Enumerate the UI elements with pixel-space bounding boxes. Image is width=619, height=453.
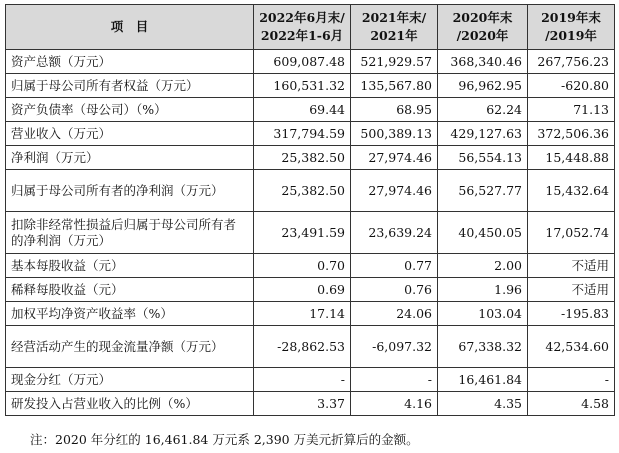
row-value: 2.00 [438, 254, 528, 278]
row-value: 56,527.77 [438, 170, 528, 212]
row-value: -195.83 [528, 302, 615, 326]
row-label: 研发投入占营业收入的比例（%） [6, 392, 254, 416]
row-label: 稀释每股收益（元） [6, 278, 254, 302]
row-label: 基本每股收益（元） [6, 254, 254, 278]
row-value: 135,567.80 [351, 74, 438, 98]
row-value: 25,382.50 [254, 146, 351, 170]
table-row [6, 368, 615, 392]
row-value: 4.35 [438, 392, 528, 416]
table-row [6, 254, 615, 278]
row-value: 17,052.74 [528, 212, 615, 254]
financial-data-table [5, 4, 615, 416]
table-row [6, 98, 615, 122]
row-label: 归属于母公司所有者权益（万元） [6, 74, 254, 98]
row-value: 372,506.36 [528, 122, 615, 146]
table-row [6, 50, 615, 74]
row-label: 资产总额（万元） [6, 50, 254, 74]
table-row [6, 74, 615, 98]
row-value: 0.69 [254, 278, 351, 302]
row-value: 160,531.32 [254, 74, 351, 98]
row-value: 368,340.46 [438, 50, 528, 74]
table-row [6, 170, 615, 212]
row-value: 16,461.84 [438, 368, 528, 392]
row-value: 429,127.63 [438, 122, 528, 146]
row-value: 23,491.59 [254, 212, 351, 254]
row-value: 27,974.46 [351, 146, 438, 170]
row-value: 15,448.88 [528, 146, 615, 170]
header-item: 项 目 [6, 5, 254, 50]
table-row [6, 122, 615, 146]
row-value: 4.58 [528, 392, 615, 416]
row-value: 不适用 [528, 278, 615, 302]
row-value: 4.16 [351, 392, 438, 416]
row-value: -620.80 [528, 74, 615, 98]
table-row [6, 392, 615, 416]
row-label: 营业收入（万元） [6, 122, 254, 146]
row-value: 23,639.24 [351, 212, 438, 254]
row-value: 62.24 [438, 98, 528, 122]
row-value: 0.77 [351, 254, 438, 278]
row-value: 500,389.13 [351, 122, 438, 146]
row-value: 68.95 [351, 98, 438, 122]
row-value: 25,382.50 [254, 170, 351, 212]
row-value: - [351, 368, 438, 392]
header-2022h1: 2022年6月末/ 2022年1-6月 [254, 5, 351, 50]
row-value: 24.06 [351, 302, 438, 326]
row-value: 不适用 [528, 254, 615, 278]
row-label: 净利润（万元） [6, 146, 254, 170]
footnote: 注：2020 年分红的 16,461.84 万元系 2,390 万美元折算后的金额。 [30, 432, 419, 447]
table-header-row [6, 5, 615, 50]
row-value: 69.44 [254, 98, 351, 122]
header-2021: 2021年末/ 2021年 [351, 5, 438, 50]
row-value: - [528, 368, 615, 392]
table-row [6, 146, 615, 170]
table-row [6, 278, 615, 302]
row-value: 96,962.95 [438, 74, 528, 98]
header-2019: 2019年末 /2019年 [528, 5, 615, 50]
row-label: 经营活动产生的现金流量净额（万元） [6, 326, 254, 368]
table-row [6, 302, 615, 326]
row-value: 521,929.57 [351, 50, 438, 74]
row-value: 67,338.32 [438, 326, 528, 368]
row-label: 加权平均净资产收益率（%） [6, 302, 254, 326]
row-value: 103.04 [438, 302, 528, 326]
row-value: 609,087.48 [254, 50, 351, 74]
row-label: 现金分红（万元） [6, 368, 254, 392]
row-value: 0.76 [351, 278, 438, 302]
row-value: - [254, 368, 351, 392]
row-value: 1.96 [438, 278, 528, 302]
row-value: 317,794.59 [254, 122, 351, 146]
row-value: 0.70 [254, 254, 351, 278]
row-value: 42,534.60 [528, 326, 615, 368]
row-value: 17.14 [254, 302, 351, 326]
header-2020: 2020年末 /2020年 [438, 5, 528, 50]
row-label: 归属于母公司所有者的净利润（万元） [6, 170, 254, 212]
row-value: 71.13 [528, 98, 615, 122]
table-row [6, 326, 615, 368]
table-row [6, 212, 615, 254]
row-value: -28,862.53 [254, 326, 351, 368]
row-label: 扣除非经常性损益后归属于母公司所有者的净利润（万元） [6, 212, 254, 254]
row-value: 40,450.05 [438, 212, 528, 254]
row-value: 56,554.13 [438, 146, 528, 170]
row-value: 27,974.46 [351, 170, 438, 212]
row-value: 267,756.23 [528, 50, 615, 74]
row-value: 3.37 [254, 392, 351, 416]
row-value: -6,097.32 [351, 326, 438, 368]
row-label: 资产负债率（母公司）（%） [6, 98, 254, 122]
row-value: 15,432.64 [528, 170, 615, 212]
